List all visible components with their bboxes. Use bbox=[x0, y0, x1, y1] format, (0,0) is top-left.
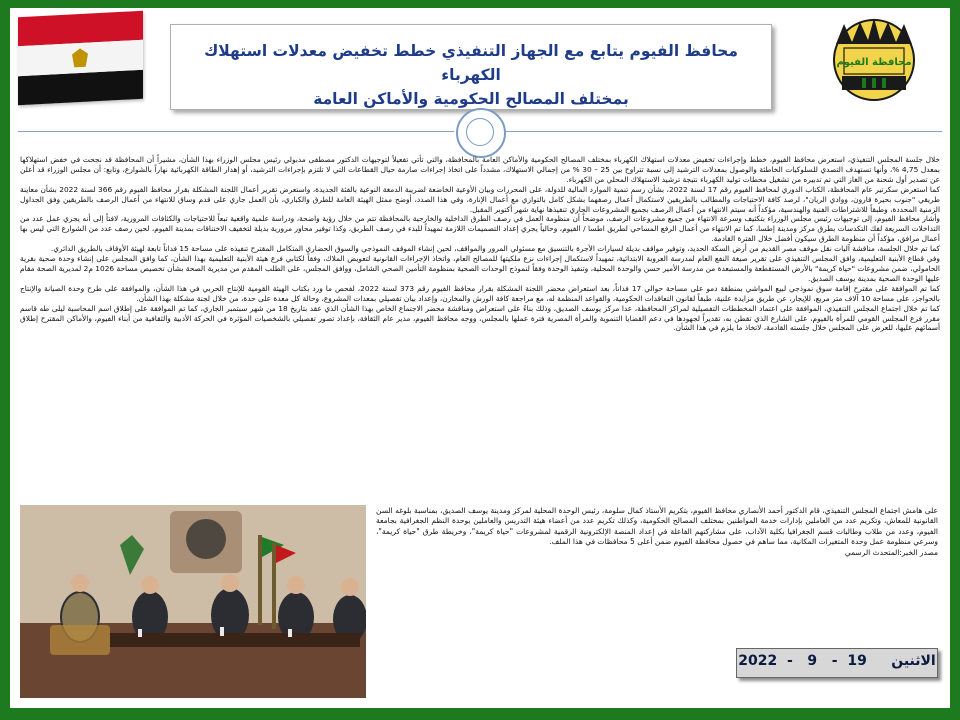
paragraph: كما استعرض سكرتير عام المحافظة، الكتاب الدوري لمحافظ الفيوم رقم 17 لسنة 2022، بشأن رسم تنمية الموارد المالية للدولة، على المحررات وبيان الأوعية الخاضعة لضريبة الدمغة النوعية بالفئة الجديدة، واستعرض تقرير أعمال اللجنة المشكلة بقرار محافظ الفيوم رقم 366 لسنة 2022 بشأن معاينة طريقي "جنوب بحيرة قارون، ووادي الريان"، لرصد كافة الاحتياجات والمطالب بالطريقين لاستكمال أعمال رصفهما بشكل كامل بالتوازي مع أعمال الإنارة، وفي هذا الصدد، أوضح ممثل الهيئة العامة للطرق والكباري، بأن العمل جاري على قدم وساق للانتهاء من أعمال الرصف بالطريقين وفق الجداول الزمنية المحددة، وطبقاً للاشتراطات الفنية والهندسية، مؤكداً أنه سيتم الانتهاء من أعمال الرصف بجميع المشروعات الجاري تنفيذها نهاية شهر أكتوبر المقبل. bbox=[20, 184, 940, 214]
headline-box bbox=[170, 24, 772, 110]
paragraph: كما تم الموافقة على مقترح إقامة سوق نموذجي لبيع المواشي بمنطقة دمو على مساحة حوالي 17 فداناً، بعد استعراض محضر اللجنة المشكلة بقرار محافظ الفيوم رقم 373 لسنة 2022، لفحص ما ورد بكتاب الهيئة القومية للإنتاج الحربي في هذا الشأن، والموافقة على طرح وحدة الصيانة والإنتاج بالحواجز، على مساحة 10 آلاف متر مربع، للإيجار، عن طريق مزايدة علنية، طبقاً لقانون التعاقدات الحكومية، والقواعد المنظمة له، مع مراجعة كافة الورش والمخازن، وإعداد بيان تفصيلي بمعدات المشروع، وحالة كل معدة على حدة، من خلال لجنة مشكلة بهذا الشأن. bbox=[20, 283, 940, 303]
paragraph: وأشار محافظ الفيوم، إلى توجيهات رئيس مجلس الوزراء بتكثيف وسرعة الانتهاء من جميع مشروعات الرصف، موضحاً أن منظومة العمل في رصف الطرق الداخلية والخارجية بالمحافظة تتم من خلال رؤية واضحة، ودراسة علمية واقعية تبعاً للاحتياجات والكثافات المرورية، لافتاً إلى أنه يجري عمل عدد من التداخلات السريعة لفك التكدسات بطرق مركز ومدينة إطسا، كما تم الانتهاء من أعمال الرفع المساحي لطريق اطسا / الفيوم، وحالياً يجري إعداد التصميمات اللازمة تمهيداً للبدء في رصف الطريق، وكذا توفير محاور مرورية بديلة لتخفيف الاختناقات بمدينة الفيوم، لحين رصف عدد من الشوارع التي ليس بها أعمال مرافق، مؤكداً أن منظومة الطرق سيكون أفضل خلال الفترة القادمة. bbox=[20, 214, 940, 244]
date-day: 19 bbox=[847, 653, 867, 669]
news-source: مصدر الخبر:المتحدث الرسمي bbox=[844, 547, 938, 557]
meeting-photo bbox=[20, 505, 366, 698]
paragraph: وفي قطاع الأبنية التعليمية، وافق المجلس التنفيذي على تقرير صيغة النفع العام لمدرسة العروبة الابتدائية، تمهيداً لاستكمال إجراءات نزع ملكيتها للمصالح العام، واتخاذ الإجراءات القانونية لتعويض الملاك، وفقاً لكتابي فرع هيئة الأبنية التعليمية بهذا الشأن، كما وافق المجلس على إنشاء وحدة صحية بقرية الحامولي، ضمن مشروعات "حياة كريمة" بالأرض المستقطعة والمستبعدة من مدرسة الأمير حسن والوحدة المحلية، وتنفيذ الوحدة وفقاً لنموذج الوحدات الصحية بمنظومة التأمين الصحي الشامل، ووافق المجلس، على الطلب المقدم من مديرية الصحة بشأن تخصيص مساحة 1026 م2 لمديرية الصحة مقام عليها الوحدة الصحية بمدينة يوسف الصديق. bbox=[20, 254, 940, 283]
fayoum-governorate-logo-icon bbox=[822, 14, 926, 106]
honoring-text: على هامش اجتماع المجلس التنفيذي، قام الدكتور أحمد الأنصاري محافظ الفيوم، بتكريم الأستاذ كمال سلومة، رئيس الوحدة المحلية لمركز ومدينة يوسف الصديق، بمناسبة بلوغه السن القانونية للمعاش، وتكريم عدد من العاملين بإدارات خدمة المواطنين بمختلف المصالح الحكومية، وكذلك تكريم عدد من أعضاء هيئة التدريس والعاملين بوحدة النظم الجغرافية بجامعة الفيوم، وعدد من طلاب وطالبات قسم الجغرافيا بكلية الآداب، على مشاركتهم الفاعلة في إعداد المنصة الإلكترونية الرقمية لمشروعات "حياة كريمة"، وخريطة طرق "حياة كريمة"، وسرعي منظومة عمل وحدة المتغيرات المكانية، مما ساهم في حصول محافظة الفيوم ضمن أعلى 5 محافظات في هذا الملف. bbox=[376, 506, 938, 547]
divider-left bbox=[18, 131, 454, 132]
paragraph: كما تم خلال اجتماع المجلس التنفيذي، الموافقة على اعتماد المخططات التفصيلية لمراكز المحافظة، عدا مركز يوسف الصديق، وذلك بناءً على استعراض ومناقشة محضر الاجتماع الخاص بهذا الشأن الذي عقد بتاريخ 18 من شهر سبتمبر الجاري، كما تم الموافقة على إطلاق اسم المحاسبة ليلى طه قاسم مقرر فرع المجلس القومي للمرأة بالفيوم، على الشارع الذي تقطن به، تقديراً لجهودها في دعم القضايا التنموية والمرأة المصرية فترة عملها بالمجلس، ووجه محافظ الفيوم، مدير عام الثقافة، بإعداد تصور تفصيلي بالشخصيات المؤثرة في الحركة الأدبية والثقافية من أبناء الفيوم، والأماكن المقترح إطلاق أسمائهم عليها، للعرض على المجلس خلال جلسته القادمة، لاتخاذ ما يلزم في هذا الشأن. bbox=[20, 303, 940, 333]
headline-line-2: بمختلف المصالح الحكومية والأماكن العامة bbox=[313, 90, 629, 108]
egypt-flag-icon bbox=[18, 11, 143, 106]
headline-line-1: محافظ الفيوم يتابع مع الجهاز التنفيذي خطط تخفيض معدلات استهلاك الكهرباء bbox=[204, 42, 738, 84]
paragraph: كما تم خلال الجلسة، مناقشة آليات نقل موقف مصر القديم من أرض السكة الحديد، وتوفير مواقف بديلة لسيارات الأجرة بالتنسيق مع مسئولي المرور والمواقف، لحين إنشاء الموقف النموذجي والسوق الحضاري المتكامل المقترح تنفيذه على مساحة 15 فداناً تابعة لهيئة الأوقاف بالطريق الدائري. bbox=[50, 244, 940, 254]
date-day-name: الاثنين bbox=[891, 653, 936, 669]
date-box bbox=[736, 648, 938, 678]
article-body bbox=[20, 155, 940, 333]
eagle-of-saladin-icon bbox=[72, 48, 88, 68]
headline bbox=[185, 39, 757, 111]
divider-right bbox=[504, 131, 942, 132]
date-month: 9 bbox=[807, 653, 818, 669]
publish-date: الاثنين 19 - 9 - 2022 bbox=[738, 653, 936, 669]
paragraph: خلال جلسة المجلس التنفيذي، استعرض محافظ الفيوم، خطط وإجراءات تخفيض معدلات استهلاك الكهرباء بمختلف المصالح الحكومية والأماكن العامة بالمحافظة، والتي تأتي تفعيلاً لتوجيهات الدكتور مصطفى مدبولي رئيس مجلس الوزراء بهذا الشأن، مشيراً أن المحافظة قد نجحت في خفض استهلاكها بمعدل 4,75 %، وأنها تستهدف التصدي للسلوكيات الخاطئة والوصول بمعدلات الترشيد إلى نسبة تتراوح بين 25 – 30 % من إجمالي الاستهلاك، مشدداً على اتخاذ إجراءات صارمة حيال القطاعات التي لا تلتزم بإجراءات الترشيد، أو إهدار الطاقة الكهربائية نهاراً بالشوارع، وتابع: أن مجلس الوزراء قد أعلن عن تصدير أول شحنة من الغاز التي تم تدبيره من تشغيل محطات توليد الكهرباء نتيجة ترشيد الاستهلاك المحلي من الكهرباء. bbox=[20, 155, 940, 184]
date-year: 2022 bbox=[738, 653, 778, 669]
circle-ornament-icon bbox=[456, 108, 506, 158]
logo-text: محافظة الفيوم bbox=[836, 57, 912, 68]
side-paragraph bbox=[376, 506, 938, 558]
